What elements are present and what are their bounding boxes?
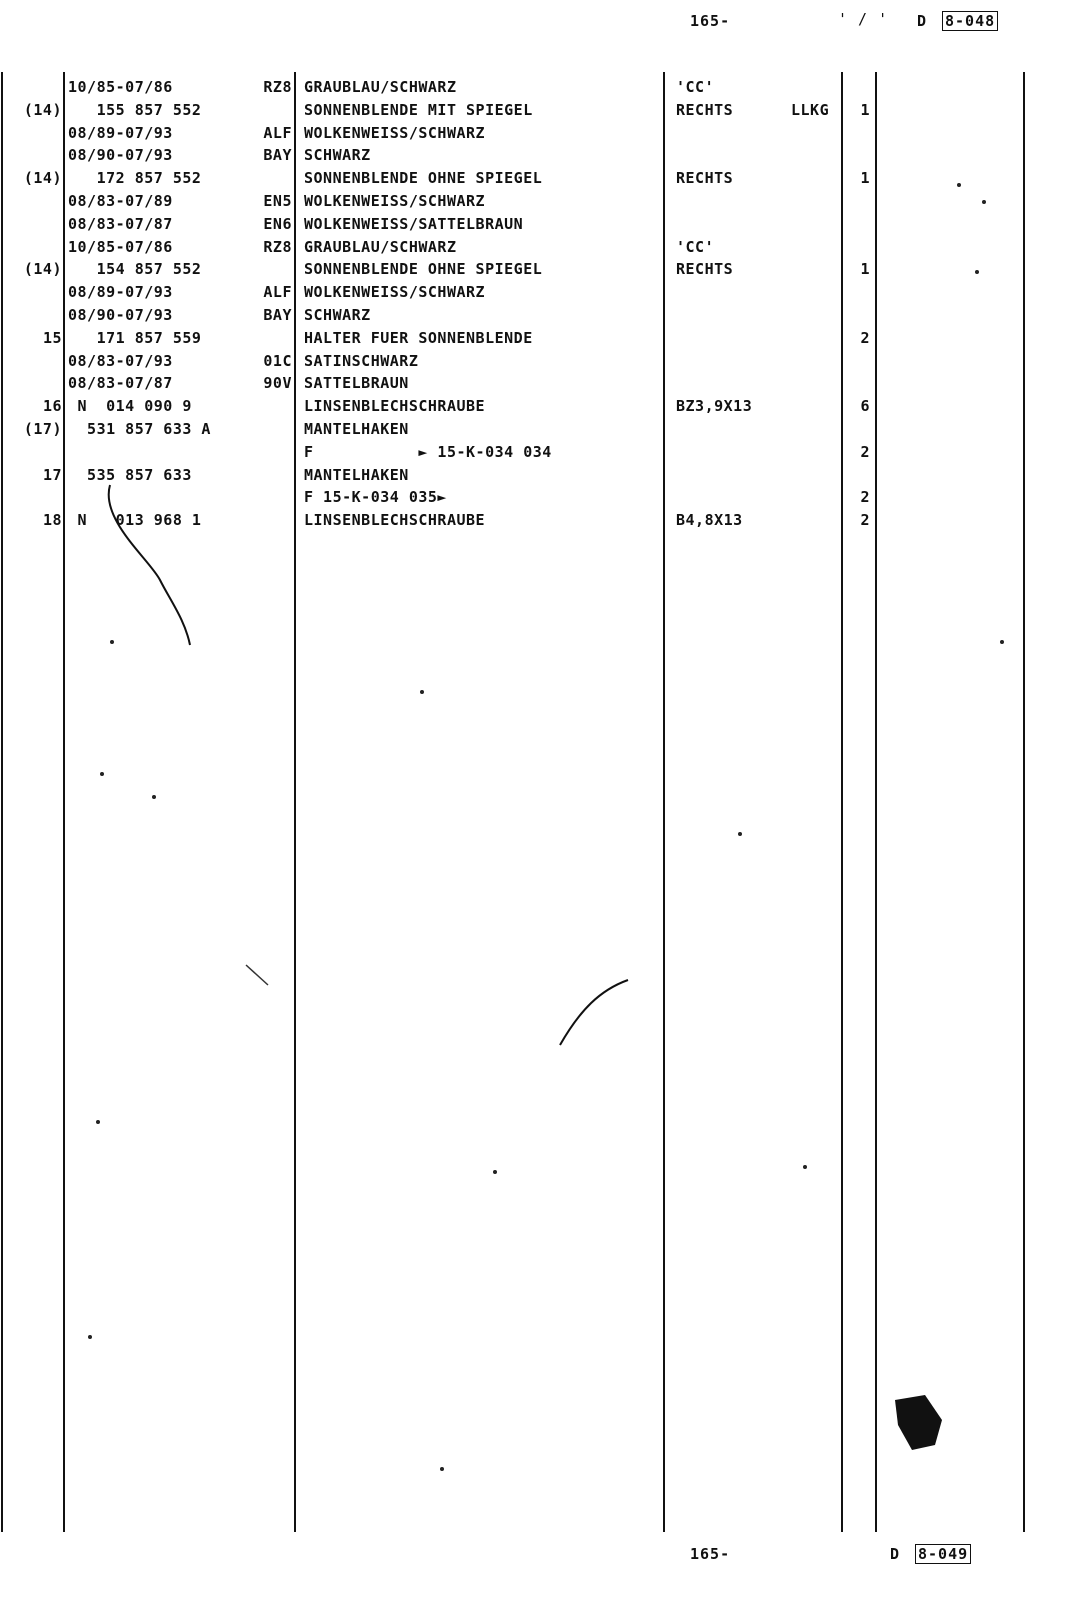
description-cell: MANTELHAKEN: [304, 465, 409, 484]
position-number-cell: (17): [23, 419, 62, 438]
header-marks: ' / ': [838, 10, 889, 28]
position-number-cell: 15: [42, 328, 62, 347]
table-row: [0, 281, 1083, 304]
table-row: [0, 441, 1083, 464]
part-number-cell: 08/90-07/93: [68, 305, 173, 324]
quantity-cell: 2: [860, 328, 870, 347]
description-cell: HALTER FUER SONNENBLENDE: [304, 328, 533, 347]
part-number-cell: 08/83-07/87: [68, 214, 173, 233]
position-number-cell: (14): [23, 100, 62, 119]
table-row: [0, 486, 1083, 509]
part-number-cell: 531 857 633 A: [68, 419, 211, 438]
table-row: [0, 213, 1083, 236]
hair-artifact-2: [560, 980, 628, 1045]
table-row: [0, 76, 1083, 99]
remark-cell: 'CC': [676, 78, 715, 96]
remark-cell: 'CC': [676, 237, 715, 256]
quantity-cell: 2: [860, 511, 870, 530]
scan-speck: [440, 1467, 444, 1471]
scan-speck: [420, 690, 424, 694]
color-code-cell: BAY: [263, 146, 292, 165]
parts-table: [0, 76, 1083, 532]
position-number-cell: (14): [23, 260, 62, 279]
part-number-cell: 10/85-07/86: [68, 237, 173, 256]
remark-cell: RECHTS: [676, 260, 734, 279]
part-number-cell: N 014 090 9: [68, 397, 192, 416]
table-row: [0, 258, 1083, 281]
description-cell: GRAUBLAU/SCHWARZ: [304, 78, 457, 96]
color-code-cell: 01C: [263, 351, 292, 370]
scan-speck: [100, 772, 104, 776]
part-number-cell: 08/83-07/87: [68, 374, 173, 393]
description-cell: SATTELBRAUN: [304, 374, 409, 393]
scan-speck: [803, 1165, 807, 1169]
description-cell: SONNENBLENDE MIT SPIEGEL: [304, 100, 533, 119]
description-cell: WOLKENWEISS/SCHWARZ: [304, 123, 486, 142]
part-number-cell: 535 857 633: [68, 465, 192, 484]
table-row: [0, 509, 1083, 532]
scan-speck: [1000, 640, 1004, 644]
description-cell: SCHWARZ: [304, 146, 371, 165]
quantity-cell: 1: [860, 260, 870, 279]
description-cell: MANTELHAKEN: [304, 419, 409, 438]
table-row: [0, 190, 1083, 213]
description-cell: F 15-K-034 035►: [304, 488, 447, 507]
table-row: [0, 418, 1083, 441]
part-number-cell: 172 857 552: [68, 169, 202, 188]
description-cell: WOLKENWEISS/SATTELBRAUN: [304, 214, 524, 233]
part-number-cell: 08/89-07/93: [68, 283, 173, 302]
remark-cell: RECHTS: [676, 169, 734, 188]
scan-speck: [957, 183, 961, 187]
description-cell: GRAUBLAU/SCHWARZ: [304, 237, 457, 256]
quantity-cell: 1: [860, 100, 870, 119]
ink-blot: [895, 1395, 942, 1450]
footer-lang: D: [890, 1545, 901, 1563]
table-row: [0, 122, 1083, 145]
table-row: [0, 350, 1083, 373]
remark-cell: RECHTS: [676, 100, 734, 119]
quantity-cell: 6: [860, 397, 870, 416]
color-code-cell: RZ8: [263, 237, 292, 256]
part-number-cell: 08/89-07/93: [68, 123, 173, 142]
color-code-cell: ALF: [263, 123, 292, 142]
header-page-number: 165-: [690, 12, 731, 30]
description-cell: SONNENBLENDE OHNE SPIEGEL: [304, 169, 543, 188]
scan-speck: [493, 1170, 497, 1174]
scan-speck: [738, 832, 742, 836]
footer-sheet-number: 8-049: [915, 1544, 971, 1564]
description-cell: WOLKENWEISS/SCHWARZ: [304, 283, 486, 302]
table-row: [0, 464, 1083, 487]
scan-speck: [982, 200, 986, 204]
scan-speck: [96, 1120, 100, 1124]
description-cell: SCHWARZ: [304, 305, 371, 324]
scan-speck: [88, 1335, 92, 1339]
description-cell: F ► 15-K-034 034: [304, 442, 552, 461]
position-number-cell: 17: [42, 465, 62, 484]
part-number-cell: 08/83-07/93: [68, 351, 173, 370]
description-cell: SATINSCHWARZ: [304, 351, 419, 370]
description-cell: WOLKENWEISS/SCHWARZ: [304, 191, 486, 210]
quantity-cell: 2: [860, 442, 870, 461]
table-row: [0, 167, 1083, 190]
table-row: [0, 372, 1083, 395]
part-number-cell: 155 857 552: [68, 100, 202, 119]
scan-speck: [152, 795, 156, 799]
header-lang: D: [917, 12, 928, 30]
footer-page-number: 165-: [690, 1545, 731, 1563]
position-number-cell: 16: [42, 397, 62, 416]
remark-cell: BZ3,9X13: [676, 397, 753, 416]
model-code-cell: LLKG: [791, 100, 830, 119]
description-cell: LINSENBLECHSCHRAUBE: [304, 397, 486, 416]
part-number-cell: 10/85-07/86: [68, 78, 173, 96]
color-code-cell: EN5: [263, 191, 292, 210]
scan-speck: [110, 640, 114, 644]
part-number-cell: 154 857 552: [68, 260, 202, 279]
position-number-cell: (14): [23, 169, 62, 188]
table-row: [0, 99, 1083, 122]
part-number-cell: 08/90-07/93: [68, 146, 173, 165]
header-sheet-number: 8-048: [942, 11, 998, 31]
table-row: [0, 327, 1083, 350]
table-row: [0, 144, 1083, 167]
color-code-cell: EN6: [263, 214, 292, 233]
part-number-cell: N 013 968 1: [68, 511, 202, 530]
table-row: [0, 395, 1083, 418]
color-code-cell: 90V: [263, 374, 292, 393]
quantity-cell: 1: [860, 169, 870, 188]
quantity-cell: 2: [860, 488, 870, 507]
color-code-cell: BAY: [263, 305, 292, 324]
stroke-artifact: [246, 965, 268, 985]
part-number-cell: 171 857 559: [68, 328, 202, 347]
part-number-cell: 08/83-07/89: [68, 191, 173, 210]
color-code-cell: RZ8: [263, 78, 292, 96]
description-cell: LINSENBLECHSCHRAUBE: [304, 511, 486, 530]
scan-speck: [975, 270, 979, 274]
remark-cell: B4,8X13: [676, 511, 743, 530]
table-row: [0, 304, 1083, 327]
position-number-cell: 18: [42, 511, 62, 530]
table-row: [0, 236, 1083, 259]
description-cell: SONNENBLENDE OHNE SPIEGEL: [304, 260, 543, 279]
color-code-cell: ALF: [263, 283, 292, 302]
